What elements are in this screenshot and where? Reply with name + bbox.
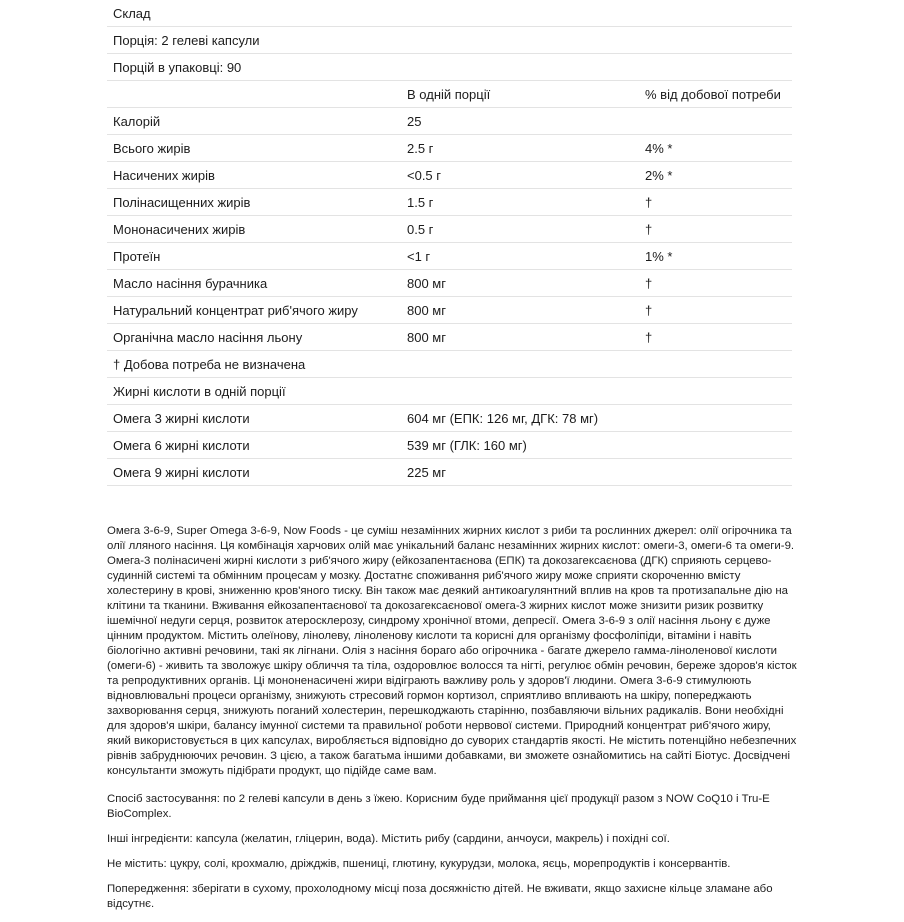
row-daily-value <box>639 108 792 135</box>
product-description <box>107 524 797 922</box>
row-value: 800 мг <box>401 270 639 297</box>
table-row <box>107 297 792 324</box>
row-daily-value <box>639 459 792 486</box>
row-label: Полінасищенних жирів <box>107 189 401 216</box>
row-value: 800 мг <box>401 324 639 351</box>
row-label: Мононасичених жирів <box>107 216 401 243</box>
row-label: Органічна масло насіння льону <box>107 324 401 351</box>
table-row <box>107 432 792 459</box>
table-row <box>107 270 792 297</box>
table-row <box>107 216 792 243</box>
row-daily-value: † <box>639 216 792 243</box>
table-row <box>107 0 792 27</box>
row-label: Омега 6 жирні кислоти <box>107 432 401 459</box>
usage-instructions: Спосіб застосування: по 2 гелеві капсули в день з їжею. Корисним буде приймання цієї продукції разом з NOW CoQ10 і Tru-E BioComplex. <box>107 793 770 820</box>
table-row <box>107 324 792 351</box>
supplement-facts-table <box>107 0 792 486</box>
row-daily-value: 1% * <box>639 243 792 270</box>
row-daily-value: 2% * <box>639 162 792 189</box>
row-label: Насичених жирів <box>107 162 401 189</box>
facts-table-body <box>107 0 792 486</box>
row-daily-value: † <box>639 189 792 216</box>
row-daily-value: † <box>639 324 792 351</box>
table-row <box>107 189 792 216</box>
row-value: 604 мг (ЕПК: 126 мг, ДГК: 78 мг) <box>401 405 639 432</box>
row-value: <0.5 г <box>401 162 639 189</box>
other-ingredients: Інші інгредієнти: капсула (желатин, гліцерин, вода). Містить рибу (сардини, анчоуси, макрель) і похідні сої. <box>107 833 670 845</box>
row-label: Омега 3 жирні кислоти <box>107 405 401 432</box>
table-row <box>107 135 792 162</box>
free-from-list: Не містить: цукру, солі, крохмалю, дріжджів, пшениці, глютину, кукурудзи, молока, яєць, морепродуктів і консервантів. <box>107 858 731 870</box>
row-value: 539 мг (ГЛК: 160 мг) <box>401 432 639 459</box>
row-label: Протеїн <box>107 243 401 270</box>
table-row <box>107 459 792 486</box>
row-daily-value <box>639 432 792 459</box>
table-row <box>107 27 792 54</box>
row-label: Калорій <box>107 108 401 135</box>
row-value: 2.5 г <box>401 135 639 162</box>
row-daily-value <box>639 405 792 432</box>
row-label: Натуральний концентрат риб'ячого жиру <box>107 297 401 324</box>
row-daily-value: † <box>639 270 792 297</box>
row-label: Масло насіння бурачника <box>107 270 401 297</box>
row-label: Порція: 2 гелеві капсули <box>107 27 792 54</box>
table-row <box>107 378 792 405</box>
row-label <box>107 81 401 108</box>
row-value: 25 <box>401 108 639 135</box>
row-value: 1.5 г <box>401 189 639 216</box>
row-value: 800 мг <box>401 297 639 324</box>
description-intro: Омега 3-6-9, Super Omega 3-6-9, Now Foods - це суміш незамінних жирних кислот з риби та рослинних джерел: олії огірочника та олії лляного насіння. Ця комбінація харчових олій має унікальний баланс незамінних жирних кислот: омеги-3, омеги-6 та омеги-9. Омега-3 полінасичені жирні кислоти з риб'ячого жиру (ейкозапентаєнова (ЕПК) та докозагексаєнова (ДГК) сприяють серцево-судинній системі та обмінним процесам у мозку. Достатнє споживання риб'ячого жиру може сприяти скороченню вмісту холестерину в крові, зниженню кров'яного тиску. Він також має деякий антикоагулянтний вплив на кров та протизапальне дію на клітини та тканини. Вживання ейкозапентаєнової та докозагексаєнової омега-3 жирних кислот може знизити ризик розвитку ішемічної недуги серця, розвиток атеросклерозу, синдрому хронічної втоми, депресії. Омега 3-6-9 з олії насіння льону є дуже цінним продуктом. Містить олеїнову, лінолеву, ліноленову кислоти та корисні для організму фосфоліпіди, вітаміни і навіть біологічно активні речовини, такі як лігнани. Олія з насіння бораго або огірочника - багате джерело гамма-ліноленової кислоти (омеги-6) - живить та зволожує шкіру обличчя та тіла, оздоровлює волосся та нігті, регулює обмін речовин, береже здоров'я кісток та репродуктивних органів. Ці мононенасичені жири відіграють важливу роль у здоров'ї людини. Омега 3-6-9 стимулюють відновлювальні процеси організму, знижують стресовий гормон кортизол, сприятливо впливають на шкіру, попереджають захворювання серця, знижують поганий холестерин, перешкоджають старінню, позбавляючи вільних радикалів. Вони необхідні для здоров'я шкіри, балансу імунної системи та правильної роботи нервової системи. Природний концентрат риб'ячого жиру, який використовується в цих капсулах, виробляється відповідно до суворих стандартів якості. Не містить потенційно небезпечних рівнів забруднюючих речовин. З цією, а також багатьма іншими добавками, ви зможете ознайомитись на сайті Біотус. Досвідчені консультанти зможуть підібрати продукт, що підійде саме вам. <box>107 525 797 777</box>
row-label: Всього жирів <box>107 135 401 162</box>
warning-text: Попередження: зберігати в сухому, прохолодному місці поза досяжністю дітей. Не вживати, якщо захисне кільце зламане або відсутнє. <box>107 883 773 910</box>
row-label: Склад <box>107 0 792 27</box>
table-row <box>107 243 792 270</box>
row-label: Омега 9 жирні кислоти <box>107 459 401 486</box>
table-row <box>107 108 792 135</box>
table-row <box>107 81 792 108</box>
row-label: Жирні кислоти в одній порції <box>107 378 792 405</box>
table-row <box>107 405 792 432</box>
row-value: В одній порції <box>401 81 639 108</box>
row-value: <1 г <box>401 243 639 270</box>
table-row <box>107 351 792 378</box>
row-label: Порцій в упаковці: 90 <box>107 54 792 81</box>
table-row <box>107 162 792 189</box>
row-daily-value: † <box>639 297 792 324</box>
row-daily-value: 4% * <box>639 135 792 162</box>
table-row <box>107 54 792 81</box>
row-daily-value: % від добової потреби <box>639 81 792 108</box>
row-value: 0.5 г <box>401 216 639 243</box>
row-label: † Добова потреба не визначена <box>107 351 792 378</box>
row-value: 225 мг <box>401 459 639 486</box>
